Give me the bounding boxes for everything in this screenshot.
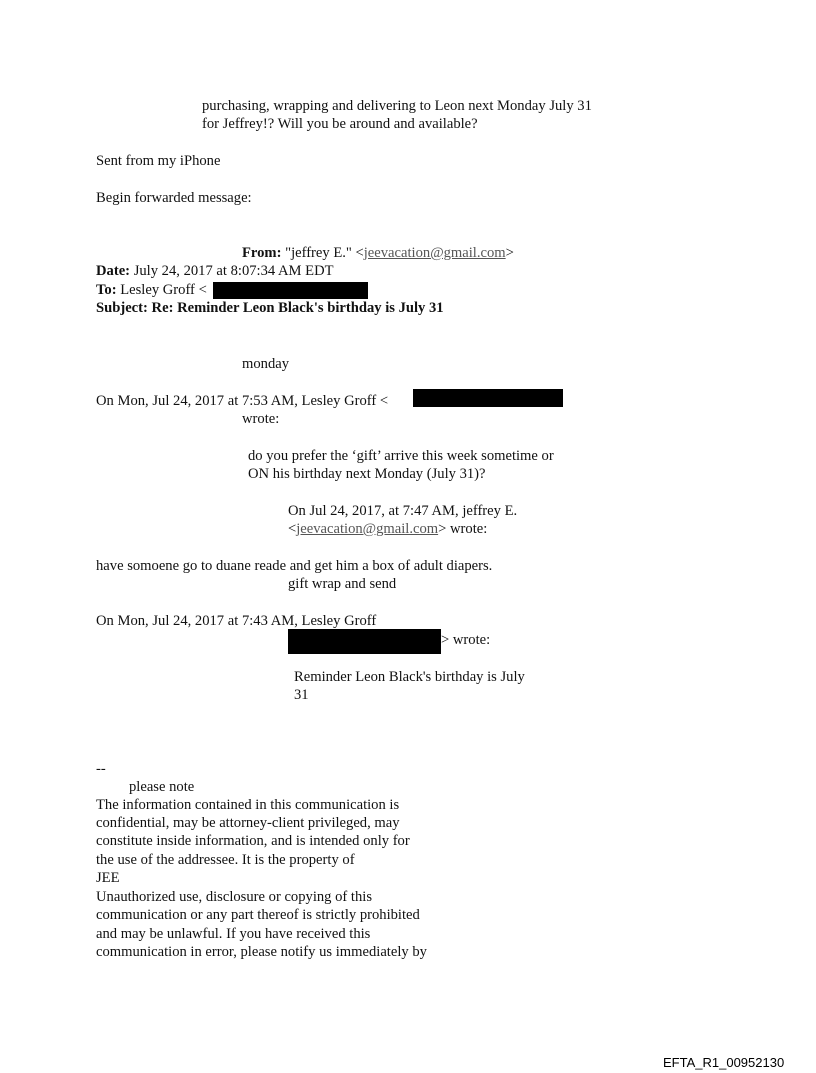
subject-label: Subject: bbox=[96, 300, 148, 316]
document-id: EFTA_R1_00952130 bbox=[663, 1055, 785, 1070]
from-email-link[interactable]: jeevacation@gmail.com bbox=[363, 245, 506, 261]
signature-line: communication in error, please notify us immediately by bbox=[96, 944, 427, 960]
to-value: Lesley Groff < bbox=[120, 282, 207, 298]
intro-line-1: purchasing, wrapping and delivering to Leon next Monday July 31 bbox=[202, 98, 592, 114]
quote2-header-line-1: On Jul 24, 2017, at 7:47 AM, jeffrey E. bbox=[288, 503, 518, 519]
to-label: To: bbox=[96, 282, 117, 298]
signature-line: the use of the addressee. It is the property of bbox=[96, 852, 355, 868]
quote1-line-2: ON his birthday next Monday (July 31)? bbox=[248, 466, 486, 482]
to-line bbox=[96, 281, 207, 299]
forwarded-message-label: Begin forwarded message: bbox=[96, 190, 252, 206]
subject-line bbox=[96, 299, 444, 317]
reply-text: monday bbox=[242, 356, 290, 372]
quote2-open: < bbox=[288, 521, 297, 537]
quote2-line-1: have somoene go to duane reade and get him a box of adult diapers. bbox=[96, 558, 493, 574]
from-line bbox=[242, 244, 514, 262]
quote2-line-2: gift wrap and send bbox=[288, 576, 397, 592]
intro-line-2: for Jeffrey!? Will you be around and available? bbox=[202, 116, 478, 132]
signature-line: constitute inside information, and is intended only for bbox=[96, 833, 410, 849]
from-label: From: bbox=[242, 245, 282, 261]
quote3-wrote: > wrote: bbox=[441, 632, 491, 648]
signature-line: Unauthorized use, disclosure or copying of this bbox=[96, 889, 373, 905]
signature-line: communication or any part thereof is strictly prohibited bbox=[96, 907, 420, 923]
quote3-line-1: Reminder Leon Black's birthday is July bbox=[294, 669, 525, 685]
quote1-wrote: wrote: bbox=[242, 411, 280, 427]
quote2-close: > wrote: bbox=[438, 521, 488, 537]
sent-from-line: Sent from my iPhone bbox=[96, 153, 221, 169]
date-line bbox=[96, 262, 334, 280]
quote2-email-link[interactable]: jeevacation@gmail.com bbox=[296, 521, 439, 537]
signature-line: JEE bbox=[96, 870, 120, 886]
quote3-line-2: 31 bbox=[294, 687, 309, 703]
redaction-box-quote3-email bbox=[288, 629, 441, 654]
from-close: > bbox=[505, 245, 514, 261]
from-name: "jeffrey E." < bbox=[285, 245, 364, 261]
signature-dash: -- bbox=[96, 761, 106, 777]
date-value: July 24, 2017 at 8:07:34 AM EDT bbox=[133, 263, 334, 279]
quote3-header: On Mon, Jul 24, 2017 at 7:43 AM, Lesley Groff bbox=[96, 613, 377, 629]
date-label: Date: bbox=[96, 263, 131, 279]
signature-note: please note bbox=[129, 779, 195, 795]
redaction-box-to-email bbox=[213, 282, 368, 299]
signature-line: confidential, may be attorney-client privileged, may bbox=[96, 815, 400, 831]
quote2-header-line-2 bbox=[288, 520, 487, 538]
quote1-line-1: do you prefer the ‘gift’ arrive this week sometime or bbox=[248, 448, 554, 464]
signature-line: and may be unlawful. If you have received this bbox=[96, 926, 371, 942]
signature-line: The information contained in this communication is bbox=[96, 797, 400, 813]
redaction-box-quote1-email bbox=[413, 389, 563, 407]
quote1-header: On Mon, Jul 24, 2017 at 7:53 AM, Lesley Groff < bbox=[96, 393, 389, 409]
subject-value: Re: Reminder Leon Black's birthday is July 31 bbox=[151, 300, 444, 316]
